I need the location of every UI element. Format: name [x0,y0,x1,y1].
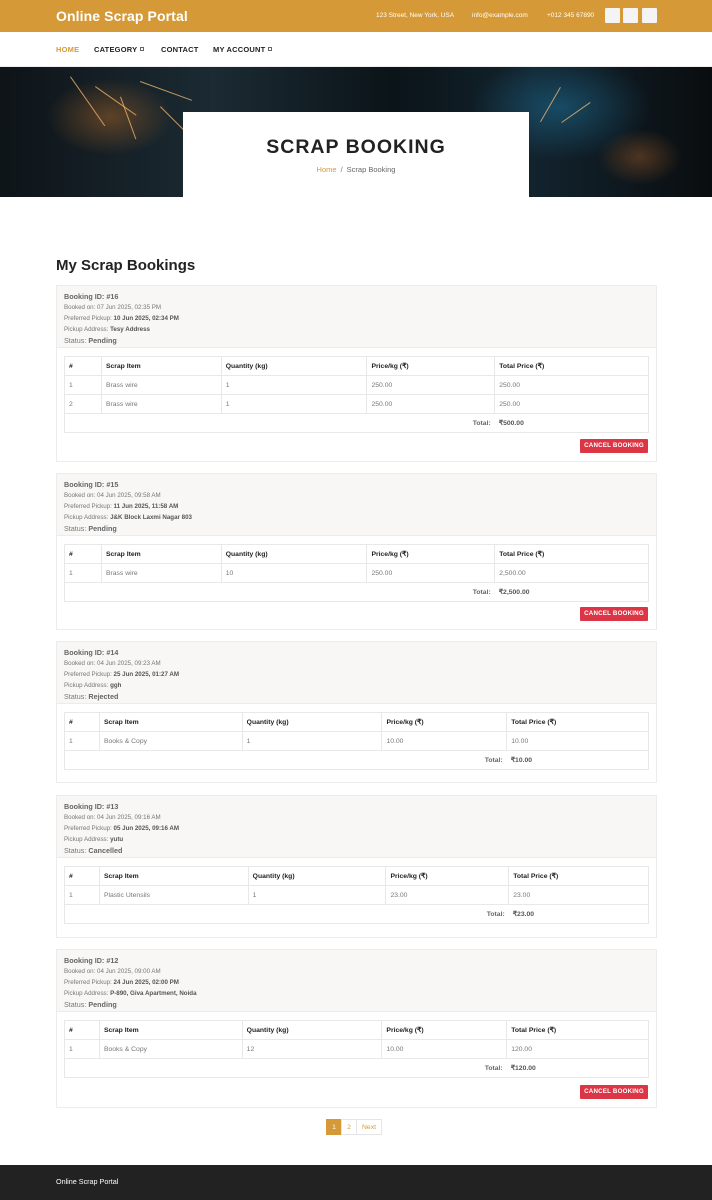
pickup-address [64,680,649,691]
table-row [65,376,649,395]
row-number: 1 [65,376,102,395]
spark-decoration [70,76,105,126]
preferred-pickup [64,313,649,324]
price-per-kg: 23.00 [386,886,509,905]
booked-on-value: 07 Jun 2025, 02:35 PM [97,304,162,311]
booked-on-label: Booked on: [64,660,96,667]
row-number: 1 [65,732,100,751]
quantity: 12 [242,1040,382,1059]
column-header: Total Price (₹) [507,713,649,732]
column-header: Price/kg (₹) [367,545,495,564]
total-label: Total: [65,1059,507,1078]
pickup-address-label: Pickup Address: [64,682,109,689]
total-row [65,1059,649,1078]
quantity: 1 [248,886,386,905]
nav-home[interactable]: HOME [56,45,80,54]
booking-id: Booking ID: #14 [64,648,119,657]
column-header: # [65,545,102,564]
pickup-address-label: Pickup Address: [64,326,109,333]
booking-header [57,642,656,704]
header-phone: +012 345 67890 [547,12,595,19]
grand-total: ₹500.00 [495,414,649,433]
booking-header [57,796,656,858]
item-total: 250.00 [495,395,649,414]
item-total: 10.00 [507,732,649,751]
quantity: 1 [242,732,382,751]
item-total: 23.00 [509,886,649,905]
column-header: # [65,357,102,376]
column-header: Price/kg (₹) [382,713,507,732]
footer-text: Online Scrap Portal [56,1177,119,1186]
booking-card [56,795,657,938]
booking-status [64,691,649,702]
status-badge: Pending [88,1000,117,1009]
hero-title-box [183,112,529,197]
table-header-row [65,545,649,564]
booking-card [56,473,657,630]
quantity: 1 [221,395,367,414]
row-number: 2 [65,395,102,414]
price-per-kg: 10.00 [382,1040,507,1059]
header-address: 123 Street, New York, USA [376,12,455,19]
preferred-pickup-value: 10 Jun 2025, 02:34 PM [113,315,179,322]
pagination [327,1119,382,1135]
status-label: Status: [64,336,87,345]
pickup-address-value: Tesy Address [110,326,151,333]
booking-header [57,950,656,1012]
preferred-pickup [64,669,649,680]
hero-banner [0,67,712,197]
item-total: 2,500.00 [495,564,649,583]
scrap-item: Brass wire [101,376,221,395]
cancel-booking-button[interactable]: CANCEL BOOKING [580,439,648,453]
scrap-item: Brass wire [101,395,221,414]
preferred-pickup-label: Preferred Pickup: [64,979,112,986]
quantity: 10 [221,564,367,583]
scrap-item: Plastic Utensils [99,886,248,905]
breadcrumb-home-link[interactable]: Home [316,165,337,174]
booking-id: Booking ID: #15 [64,480,119,489]
dropdown-icon [268,47,272,51]
section-heading: My Scrap Bookings [56,257,196,274]
preferred-pickup-label: Preferred Pickup: [64,825,112,832]
booking-items-table [64,544,649,602]
pickup-address-value: P-890, Giva Apartment, Noida [110,990,197,997]
header-email: info@example.com [472,12,528,19]
social-icon[interactable] [605,8,620,23]
status-label: Status: [64,846,87,855]
booked-on-value: 04 Jun 2025, 09:00 AM [97,968,161,975]
social-icon[interactable] [623,8,638,23]
table-row [65,1040,649,1059]
row-number: 1 [65,1040,100,1059]
pickup-address-value: J&K Block Laxmi Nagar 803 [110,514,192,521]
column-header: Total Price (₹) [509,867,649,886]
nav-category-label: CATEGORY [94,45,138,54]
total-label: Total: [65,583,495,602]
table-row [65,564,649,583]
booking-status [64,999,649,1010]
booking-id: Booking ID: #16 [64,292,119,301]
column-header: Price/kg (₹) [382,1021,507,1040]
item-total: 120.00 [507,1040,649,1059]
booked-on-label: Booked on: [64,814,96,821]
total-row [65,905,649,924]
total-row [65,751,649,770]
column-header: Total Price (₹) [507,1021,649,1040]
booked-on [64,966,649,977]
top-bar [0,0,712,32]
column-header: Scrap Item [101,545,221,564]
column-header: # [65,713,100,732]
price-per-kg: 250.00 [367,564,495,583]
booked-on-value: 04 Jun 2025, 09:16 AM [97,814,161,821]
spark-decoration [95,86,137,115]
dropdown-icon [140,47,144,51]
booked-on-label: Booked on: [64,492,96,499]
column-header: Quantity (kg) [221,357,367,376]
preferred-pickup [64,823,649,834]
status-label: Status: [64,524,87,533]
booking-items-table [64,356,649,433]
breadcrumb [183,165,529,174]
spark-decoration [561,102,590,123]
booking-status [64,523,649,534]
column-header: Total Price (₹) [495,357,649,376]
scrap-item: Books & Copy [99,732,242,751]
preferred-pickup-label: Preferred Pickup: [64,315,112,322]
page-next[interactable]: Next [356,1119,382,1135]
status-label: Status: [64,1000,87,1009]
nav-my-account-label: MY ACCOUNT [213,45,266,54]
total-label: Total: [65,905,509,924]
spark-decoration [120,97,136,140]
social-icon[interactable] [642,8,657,23]
column-header: Scrap Item [99,867,248,886]
table-row [65,886,649,905]
booked-on [64,812,649,823]
nav-category[interactable] [94,45,144,54]
pickup-address [64,324,649,335]
page-link-1[interactable]: 1 [326,1119,342,1135]
column-header: # [65,867,100,886]
breadcrumb-separator: / [340,165,343,174]
pickup-address-value: ggh [110,682,122,689]
total-label: Total: [65,751,507,770]
scrap-item: Books & Copy [99,1040,242,1059]
status-badge: Pending [88,524,117,533]
table-header-row [65,357,649,376]
booking-card [56,285,657,462]
breadcrumb-current: Scrap Booking [346,165,396,174]
pickup-address [64,834,649,845]
table-header-row [65,1021,649,1040]
pickup-address [64,512,649,523]
column-header: Price/kg (₹) [386,867,509,886]
pickup-address [64,988,649,999]
column-header: Scrap Item [99,1021,242,1040]
booking-items-table [64,1020,649,1078]
spark-decoration [540,87,561,122]
preferred-pickup [64,501,649,512]
cancel-booking-button[interactable]: CANCEL BOOKING [580,1085,648,1099]
main-nav [0,32,712,67]
status-badge: Cancelled [88,846,123,855]
pickup-address-label: Pickup Address: [64,836,109,843]
column-header: Price/kg (₹) [367,357,495,376]
column-header: Scrap Item [99,713,242,732]
preferred-pickup-value: 25 Jun 2025, 01:27 AM [113,671,180,678]
column-header: Quantity (kg) [221,545,367,564]
booking-status [64,335,649,346]
booked-on [64,302,649,313]
table-header-row [65,713,649,732]
page-link-2[interactable]: 2 [341,1119,357,1135]
preferred-pickup-label: Preferred Pickup: [64,671,112,678]
total-label: Total: [65,414,495,433]
grand-total: ₹2,500.00 [495,583,649,602]
status-badge: Rejected [88,692,119,701]
preferred-pickup-label: Preferred Pickup: [64,503,112,510]
booking-items-table [64,712,649,770]
column-header: Quantity (kg) [242,1021,382,1040]
price-per-kg: 250.00 [367,395,495,414]
preferred-pickup-value: 11 Jun 2025, 11:58 AM [113,503,179,510]
row-number: 1 [65,564,102,583]
total-row [65,583,649,602]
total-row [65,414,649,433]
cancel-booking-button[interactable]: CANCEL BOOKING [580,607,648,621]
price-per-kg: 250.00 [367,376,495,395]
spark-decoration [140,81,192,101]
booking-id: Booking ID: #13 [64,802,119,811]
booked-on [64,490,649,501]
quantity: 1 [221,376,367,395]
column-header: Quantity (kg) [248,867,386,886]
grand-total: ₹10.00 [507,751,649,770]
item-total: 250.00 [495,376,649,395]
site-brand[interactable]: Online Scrap Portal [56,8,188,24]
page-title: SCRAP BOOKING [266,136,446,158]
row-number: 1 [65,886,100,905]
preferred-pickup-value: 24 Jun 2025, 02:00 PM [113,979,179,986]
price-per-kg: 10.00 [382,732,507,751]
table-row [65,395,649,414]
pickup-address-label: Pickup Address: [64,990,109,997]
booking-id: Booking ID: #12 [64,956,119,965]
scrap-item: Brass wire [101,564,221,583]
booking-items-table [64,866,649,924]
preferred-pickup [64,977,649,988]
booked-on [64,658,649,669]
booked-on-label: Booked on: [64,968,96,975]
table-row [65,732,649,751]
column-header: # [65,1021,100,1040]
booking-card [56,949,657,1108]
booked-on-label: Booked on: [64,304,96,311]
booking-header [57,474,656,536]
footer [0,1165,712,1200]
booking-card [56,641,657,783]
booking-status [64,845,649,856]
pickup-address-label: Pickup Address: [64,514,109,521]
nav-contact[interactable]: CONTACT [161,45,199,54]
booked-on-value: 04 Jun 2025, 09:58 AM [97,492,161,499]
status-badge: Pending [88,336,117,345]
pickup-address-value: yutu [110,836,124,843]
table-header-row [65,867,649,886]
preferred-pickup-value: 05 Jun 2025, 09:16 AM [113,825,180,832]
status-label: Status: [64,692,87,701]
booked-on-value: 04 Jun 2025, 09:23 AM [97,660,161,667]
column-header: Total Price (₹) [495,545,649,564]
grand-total: ₹120.00 [507,1059,649,1078]
booking-header [57,286,656,348]
column-header: Scrap Item [101,357,221,376]
grand-total: ₹23.00 [509,905,649,924]
column-header: Quantity (kg) [242,713,382,732]
nav-my-account[interactable] [213,45,272,54]
